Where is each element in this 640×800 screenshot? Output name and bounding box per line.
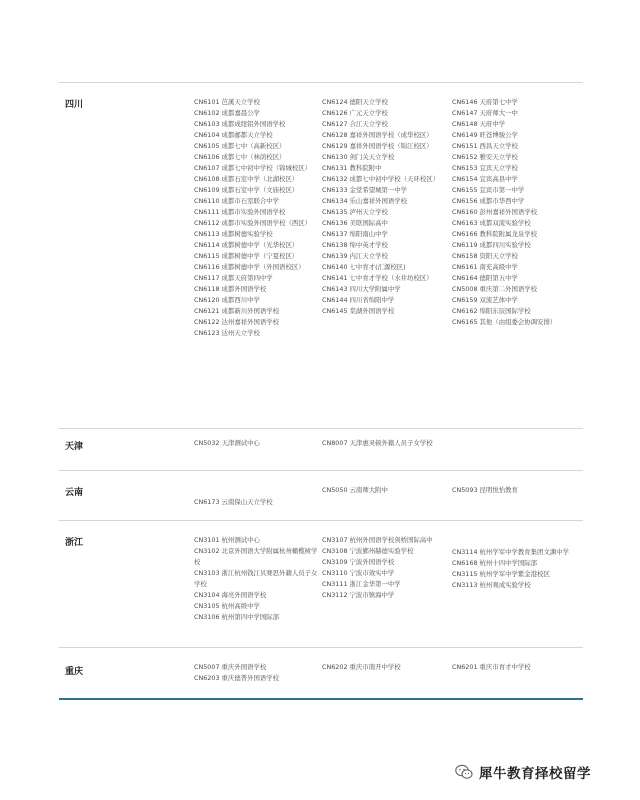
school-entry: CN6155 宜宾市第一中学 <box>452 186 525 194</box>
school-entry: CN6119 成都四川实验学校 <box>452 241 531 249</box>
school-entry: CN5050 云南师大附中 <box>322 486 388 494</box>
school-entry: CN3109 宁波外国语学校 <box>322 558 395 566</box>
school-entry: CN6135 泸州天立学校 <box>322 208 388 216</box>
school-entry: CN5032 天津测试中心 <box>194 439 260 447</box>
school-entry: CN6106 成都七中（林荫校区） <box>194 153 286 161</box>
school-entry: CN6137 绵阳南山中学 <box>322 230 388 238</box>
school-entry: CN6122 达州嘉祥外国语学校 <box>194 318 280 326</box>
school-column <box>194 97 322 339</box>
school-entry: CN8007 天津惠灵顿外籍人员子女学校 <box>322 439 433 447</box>
school-entry: CN6112 成都市实验外国语学校（西区） <box>194 219 312 227</box>
province-row-chongqing <box>59 648 583 700</box>
school-entry: CN6105 成都七中（高新校区） <box>194 142 286 150</box>
school-entry: CN6133 金堂希望城第一中学 <box>322 186 408 194</box>
school-entry: CN3107 杭州外国语学校剑桥国际高中 <box>322 536 433 544</box>
school-table <box>59 82 583 700</box>
school-entry: CN6114 成都树德中学（光华校区） <box>194 241 299 249</box>
school-entry: CN6111 成都市实验外国语学校 <box>194 208 286 216</box>
school-entry: CN6143 四川大学附属中学 <box>322 285 401 293</box>
school-entry: CN6139 内江天立学校 <box>322 252 388 260</box>
school-entry: CN6117 成都天府第四中学 <box>194 274 273 282</box>
school-entry: CN6153 宜宾天立学校 <box>452 164 518 172</box>
school-entry: CN6101 芭溪天立学校 <box>194 98 260 106</box>
school-entry: CN6108 成都石室中学（北湖校区） <box>194 175 299 183</box>
school-column <box>322 438 450 449</box>
school-entry: CN5007 重庆外国语学校 <box>194 663 267 671</box>
school-column <box>322 485 450 496</box>
school-entry: CN6120 成都西川中学 <box>194 296 260 304</box>
school-entry: CN6115 成都树德中学（宁夏校区） <box>194 252 299 260</box>
school-entry: CN6128 嘉祥外国语学校（成华校区） <box>322 131 433 139</box>
school-entry: CN6102 成都嘉晨公学 <box>194 109 260 117</box>
school-entry: CN6162 绵阳东辰国际学校 <box>452 307 531 315</box>
school-entry: CN6168 杭州十四中学国际部 <box>452 559 538 567</box>
school-entry: CN6136 美联国际高中 <box>322 219 388 227</box>
school-column <box>322 535 450 601</box>
school-entry: CN5008 重庆第二外国语学校 <box>452 285 538 293</box>
province-row-yunnan <box>59 471 583 521</box>
school-entry: CN6126 广元天立学校 <box>322 109 388 117</box>
school-entry: CN3108 宁波鄞州赫德实验学校 <box>322 547 414 555</box>
school-entry: CN6116 成都树德中学（外国语校区） <box>194 263 305 271</box>
school-entry: CN6103 成都成纽铝外国语学校 <box>194 120 286 128</box>
school-column <box>322 662 450 673</box>
school-entry: CN6144 四川省绵阳中学 <box>322 296 395 304</box>
province-label: 四川 <box>65 100 84 110</box>
watermark-text: 犀牛教育择校留学 <box>479 766 591 782</box>
school-entry: CN6109 成都石室中学（文庙校区） <box>194 186 299 194</box>
school-entry: CN6166 教科院附属龙泉学校 <box>452 230 538 238</box>
school-entry: CN6161 南充高级中学 <box>452 263 518 271</box>
province-label: 浙江 <box>65 538 84 548</box>
school-entry: CN3103 浙江杭州钱江贝赛思外籍人员子女学校 <box>194 569 318 588</box>
school-entry: CN6145 棠湖外国语学校 <box>322 307 395 315</box>
school-entry: CN6165 其他（由组委会协调安排） <box>452 318 557 326</box>
school-entry: CN3105 杭州高级中学 <box>194 602 260 610</box>
province-label: 云南 <box>65 488 84 498</box>
school-entry: CN6148 天府中学 <box>452 120 506 128</box>
school-column <box>452 662 580 673</box>
school-entry: CN6164 德阳第五中学 <box>452 274 518 282</box>
school-entry: CN3111 浙江金华第一中学 <box>322 580 401 588</box>
school-entry: CN6138 绵中英才学校 <box>322 241 388 249</box>
school-column <box>194 438 322 449</box>
school-entry: CN6147 天府师大一中 <box>452 109 518 117</box>
school-entry: CN6151 西昌天立学校 <box>452 142 518 150</box>
province-label: 重庆 <box>65 667 84 677</box>
school-column <box>194 497 322 508</box>
school-entry: CN6118 成都外国语学校 <box>194 285 267 293</box>
school-entry: CN6134 乐山嘉祥外国语学校 <box>322 197 408 205</box>
wechat-icon <box>455 764 473 780</box>
school-entry: CN6160 彭州嘉祥外国语学校 <box>452 208 538 216</box>
school-entry: CN6158 资阳天立学校 <box>452 252 518 260</box>
province-row-tianjin <box>59 429 583 471</box>
school-entry: CN3104 海亮外国语学校 <box>194 591 267 599</box>
school-column <box>194 535 322 623</box>
school-entry: CN6121 成都新川外国语学校 <box>194 307 280 315</box>
province-label: 天津 <box>65 442 84 452</box>
school-entry: CN6146 天府第七中学 <box>452 98 518 106</box>
watermark <box>455 761 591 783</box>
school-entry: CN6124 德阳天立学校 <box>322 98 388 106</box>
school-column <box>194 662 322 684</box>
school-entry: CN6132 成都七中初中学校（天环校区） <box>322 175 440 183</box>
school-entry: CN3115 杭州学军中学紫金港校区 <box>452 570 550 578</box>
school-column <box>452 485 580 496</box>
school-entry: CN6201 重庆市育才中学校 <box>452 663 531 671</box>
school-column <box>452 97 580 328</box>
school-entry: CN6127 合江天立学校 <box>322 120 388 128</box>
province-row-sichuan <box>59 83 583 429</box>
school-entry: CN3101 杭州测试中心 <box>194 536 260 544</box>
school-entry: CN6203 重庆德普外国语学校 <box>194 674 280 682</box>
school-entry: CN6154 宜宾高县中学 <box>452 175 518 183</box>
school-entry: CN3112 宁波市镇海中学 <box>322 591 395 599</box>
school-entry: CN6130 剑门关天立学校 <box>322 153 395 161</box>
school-column <box>322 97 450 317</box>
school-entry: CN6202 重庆市南开中学校 <box>322 663 401 671</box>
school-entry: CN6159 双流艺体中学 <box>452 296 518 304</box>
school-entry: CN6152 雅安天立学校 <box>452 153 518 161</box>
school-entry: CN6173 云南保山天立学校 <box>194 498 273 506</box>
school-entry: CN6113 成都树德实验学校 <box>194 230 273 238</box>
school-entry: CN6104 成都邮都天立学校 <box>194 131 273 139</box>
province-row-zhejiang <box>59 521 583 648</box>
school-entry: CN6129 嘉祥外国语学校（锦江校区） <box>322 142 433 150</box>
school-entry: CN6110 成都市石室联合中学 <box>194 197 280 205</box>
school-entry: CN3102 北京外国语大学附属杭州橄榄树学校 <box>194 547 318 566</box>
school-entry: CN6140 七中育才(汇源校区) <box>322 263 406 271</box>
school-entry: CN5093 昆明悦怡教育 <box>452 486 518 494</box>
school-entry: CN6131 教科院附中 <box>322 164 382 172</box>
school-entry: CN3113 杭州观成实验学校 <box>452 581 531 589</box>
school-entry: CN6163 成都双流实验学校 <box>452 219 531 227</box>
school-column <box>452 547 580 591</box>
school-entry: CN3110 宁波市效实中学 <box>322 569 395 577</box>
school-entry: CN3114 杭州学军中学教育集团文渊中学 <box>452 548 570 556</box>
school-entry: CN6107 成都七中初中学校（锦城校区） <box>194 164 312 172</box>
school-entry: CN6141 七中育才学校（水井坊校区） <box>322 274 433 282</box>
school-entry: CN6156 成都市华西中学 <box>452 197 525 205</box>
school-entry: CN3106 杭州第四中学国际部 <box>194 613 280 621</box>
school-entry: CN6149 旺苍博骏公学 <box>452 131 518 139</box>
school-entry: CN6123 达州天立学校 <box>194 329 260 337</box>
